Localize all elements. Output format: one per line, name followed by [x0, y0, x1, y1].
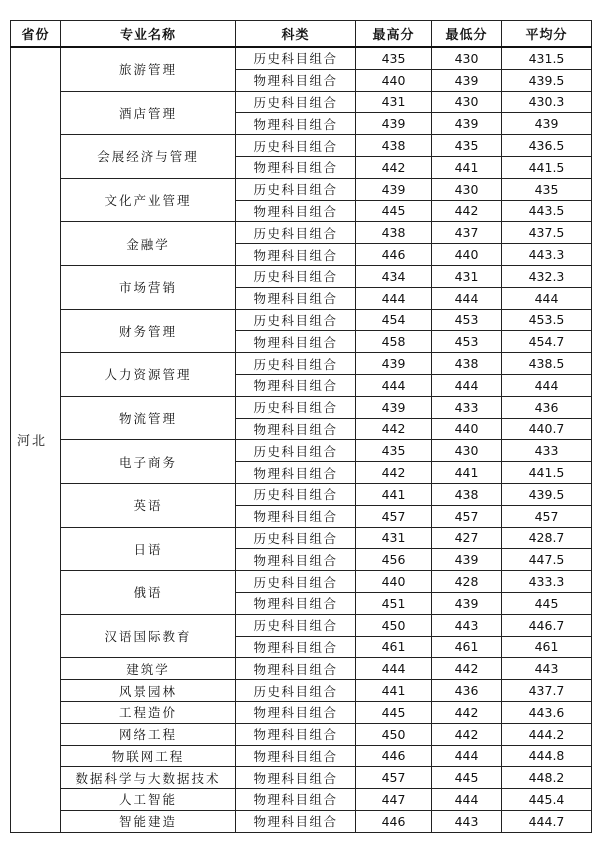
avg-score-cell: 444.2 — [502, 723, 592, 745]
subject-cell: 物理科目组合 — [236, 113, 356, 135]
subject-cell: 物理科目组合 — [236, 244, 356, 266]
max-score-cell: 442 — [356, 462, 432, 484]
major-cell: 物流管理 — [61, 396, 236, 440]
table-row — [11, 680, 592, 702]
avg-score-cell: 436.5 — [502, 135, 592, 157]
min-score-cell: 437 — [432, 222, 502, 244]
subject-cell: 物理科目组合 — [236, 789, 356, 811]
subject-cell: 历史科目组合 — [236, 353, 356, 375]
avg-score-cell: 435 — [502, 178, 592, 200]
avg-score-cell: 437.7 — [502, 680, 592, 702]
min-score-cell: 430 — [432, 440, 502, 462]
avg-score-cell: 438.5 — [502, 353, 592, 375]
table-row — [11, 571, 592, 593]
min-score-cell: 441 — [432, 462, 502, 484]
header-province: 省份 — [11, 21, 61, 48]
major-cell: 汉语国际教育 — [61, 614, 236, 658]
avg-score-cell: 445 — [502, 592, 592, 614]
table-row — [11, 767, 592, 789]
table-row — [11, 47, 592, 69]
min-score-cell: 427 — [432, 527, 502, 549]
subject-cell: 物理科目组合 — [236, 374, 356, 396]
min-score-cell: 444 — [432, 287, 502, 309]
subject-cell: 物理科目组合 — [236, 767, 356, 789]
major-cell: 工程造价 — [61, 701, 236, 723]
header-row — [11, 21, 592, 48]
table-row — [11, 178, 592, 200]
major-cell: 市场营销 — [61, 265, 236, 309]
subject-cell: 历史科目组合 — [236, 614, 356, 636]
max-score-cell: 439 — [356, 113, 432, 135]
major-cell: 金融学 — [61, 222, 236, 266]
avg-score-cell: 433 — [502, 440, 592, 462]
min-score-cell: 453 — [432, 331, 502, 353]
major-cell: 数据科学与大数据技术 — [61, 767, 236, 789]
major-cell: 物联网工程 — [61, 745, 236, 767]
avg-score-cell: 443.3 — [502, 244, 592, 266]
table-row — [11, 810, 592, 832]
avg-score-cell: 440.7 — [502, 418, 592, 440]
major-cell: 旅游管理 — [61, 47, 236, 91]
major-cell: 财务管理 — [61, 309, 236, 353]
avg-score-cell: 461 — [502, 636, 592, 658]
max-score-cell: 440 — [356, 571, 432, 593]
avg-score-cell: 433.3 — [502, 571, 592, 593]
max-score-cell: 444 — [356, 287, 432, 309]
min-score-cell: 428 — [432, 571, 502, 593]
major-cell: 会展经济与管理 — [61, 135, 236, 179]
subject-cell: 历史科目组合 — [236, 483, 356, 505]
min-score-cell: 430 — [432, 47, 502, 69]
subject-cell: 物理科目组合 — [236, 592, 356, 614]
avg-score-cell: 444.7 — [502, 810, 592, 832]
score-table — [10, 20, 592, 833]
avg-score-cell: 447.5 — [502, 549, 592, 571]
min-score-cell: 444 — [432, 374, 502, 396]
min-score-cell: 439 — [432, 113, 502, 135]
major-cell: 建筑学 — [61, 658, 236, 680]
max-score-cell: 444 — [356, 658, 432, 680]
max-score-cell: 446 — [356, 745, 432, 767]
avg-score-cell: 437.5 — [502, 222, 592, 244]
subject-cell: 历史科目组合 — [236, 91, 356, 113]
max-score-cell: 434 — [356, 265, 432, 287]
min-score-cell: 439 — [432, 549, 502, 571]
min-score-cell: 445 — [432, 767, 502, 789]
province-cell: 河北 — [11, 47, 61, 832]
max-score-cell: 435 — [356, 47, 432, 69]
min-score-cell: 430 — [432, 178, 502, 200]
avg-score-cell: 428.7 — [502, 527, 592, 549]
avg-score-cell: 443.6 — [502, 701, 592, 723]
subject-cell: 历史科目组合 — [236, 527, 356, 549]
max-score-cell: 439 — [356, 178, 432, 200]
major-cell: 俄语 — [61, 571, 236, 615]
max-score-cell: 458 — [356, 331, 432, 353]
min-score-cell: 441 — [432, 156, 502, 178]
subject-cell: 物理科目组合 — [236, 658, 356, 680]
avg-score-cell: 441.5 — [502, 462, 592, 484]
min-score-cell: 435 — [432, 135, 502, 157]
major-cell: 文化产业管理 — [61, 178, 236, 222]
major-cell: 电子商务 — [61, 440, 236, 484]
table-body — [11, 47, 592, 832]
avg-score-cell: 432.3 — [502, 265, 592, 287]
subject-cell: 历史科目组合 — [236, 309, 356, 331]
table-row — [11, 745, 592, 767]
min-score-cell: 439 — [432, 592, 502, 614]
table-row — [11, 789, 592, 811]
table-row — [11, 309, 592, 331]
min-score-cell: 444 — [432, 789, 502, 811]
max-score-cell: 431 — [356, 527, 432, 549]
major-cell: 风景园林 — [61, 680, 236, 702]
table-row — [11, 353, 592, 375]
max-score-cell: 451 — [356, 592, 432, 614]
subject-cell: 历史科目组合 — [236, 178, 356, 200]
table-row — [11, 614, 592, 636]
max-score-cell: 438 — [356, 222, 432, 244]
avg-score-cell: 436 — [502, 396, 592, 418]
header-subject: 科类 — [236, 21, 356, 48]
avg-score-cell: 457 — [502, 505, 592, 527]
avg-score-cell: 431.5 — [502, 47, 592, 69]
subject-cell: 历史科目组合 — [236, 265, 356, 287]
avg-score-cell: 439.5 — [502, 69, 592, 91]
subject-cell: 物理科目组合 — [236, 505, 356, 527]
major-cell: 网络工程 — [61, 723, 236, 745]
table-row — [11, 265, 592, 287]
max-score-cell: 446 — [356, 810, 432, 832]
table-row — [11, 483, 592, 505]
avg-score-cell: 445.4 — [502, 789, 592, 811]
header-avg-score: 平均分 — [502, 21, 592, 48]
subject-cell: 物理科目组合 — [236, 701, 356, 723]
major-cell: 酒店管理 — [61, 91, 236, 135]
min-score-cell: 442 — [432, 658, 502, 680]
max-score-cell: 442 — [356, 418, 432, 440]
avg-score-cell: 443.5 — [502, 200, 592, 222]
max-score-cell: 435 — [356, 440, 432, 462]
major-cell: 智能建造 — [61, 810, 236, 832]
avg-score-cell: 454.7 — [502, 331, 592, 353]
min-score-cell: 443 — [432, 614, 502, 636]
subject-cell: 历史科目组合 — [236, 396, 356, 418]
subject-cell: 历史科目组合 — [236, 440, 356, 462]
subject-cell: 物理科目组合 — [236, 287, 356, 309]
subject-cell: 历史科目组合 — [236, 135, 356, 157]
subject-cell: 历史科目组合 — [236, 680, 356, 702]
min-score-cell: 440 — [432, 244, 502, 266]
max-score-cell: 457 — [356, 505, 432, 527]
subject-cell: 物理科目组合 — [236, 549, 356, 571]
avg-score-cell: 446.7 — [502, 614, 592, 636]
max-score-cell: 439 — [356, 396, 432, 418]
max-score-cell: 442 — [356, 156, 432, 178]
table-row — [11, 91, 592, 113]
max-score-cell: 457 — [356, 767, 432, 789]
header-min-score: 最低分 — [432, 21, 502, 48]
table-row — [11, 658, 592, 680]
subject-cell: 物理科目组合 — [236, 636, 356, 658]
subject-cell: 物理科目组合 — [236, 156, 356, 178]
table-row — [11, 527, 592, 549]
major-cell: 英语 — [61, 483, 236, 527]
min-score-cell: 453 — [432, 309, 502, 331]
subject-cell: 历史科目组合 — [236, 47, 356, 69]
max-score-cell: 445 — [356, 701, 432, 723]
min-score-cell: 444 — [432, 745, 502, 767]
major-cell: 日语 — [61, 527, 236, 571]
subject-cell: 物理科目组合 — [236, 418, 356, 440]
min-score-cell: 443 — [432, 810, 502, 832]
table-row — [11, 222, 592, 244]
min-score-cell: 436 — [432, 680, 502, 702]
min-score-cell: 439 — [432, 69, 502, 91]
max-score-cell: 440 — [356, 69, 432, 91]
subject-cell: 历史科目组合 — [236, 222, 356, 244]
table-row — [11, 701, 592, 723]
min-score-cell: 431 — [432, 265, 502, 287]
subject-cell: 物理科目组合 — [236, 331, 356, 353]
table-row — [11, 396, 592, 418]
max-score-cell: 450 — [356, 614, 432, 636]
max-score-cell: 439 — [356, 353, 432, 375]
min-score-cell: 457 — [432, 505, 502, 527]
table-row — [11, 135, 592, 157]
min-score-cell: 433 — [432, 396, 502, 418]
max-score-cell: 461 — [356, 636, 432, 658]
min-score-cell: 430 — [432, 91, 502, 113]
avg-score-cell: 441.5 — [502, 156, 592, 178]
avg-score-cell: 444.8 — [502, 745, 592, 767]
max-score-cell: 431 — [356, 91, 432, 113]
min-score-cell: 440 — [432, 418, 502, 440]
major-cell: 人工智能 — [61, 789, 236, 811]
max-score-cell: 441 — [356, 680, 432, 702]
avg-score-cell: 443 — [502, 658, 592, 680]
max-score-cell: 441 — [356, 483, 432, 505]
avg-score-cell: 439.5 — [502, 483, 592, 505]
min-score-cell: 442 — [432, 200, 502, 222]
header-major: 专业名称 — [61, 21, 236, 48]
min-score-cell: 442 — [432, 723, 502, 745]
max-score-cell: 445 — [356, 200, 432, 222]
min-score-cell: 442 — [432, 701, 502, 723]
avg-score-cell: 444 — [502, 374, 592, 396]
max-score-cell: 438 — [356, 135, 432, 157]
avg-score-cell: 453.5 — [502, 309, 592, 331]
subject-cell: 物理科目组合 — [236, 69, 356, 91]
header-max-score: 最高分 — [356, 21, 432, 48]
avg-score-cell: 439 — [502, 113, 592, 135]
max-score-cell: 456 — [356, 549, 432, 571]
avg-score-cell: 430.3 — [502, 91, 592, 113]
subject-cell: 物理科目组合 — [236, 810, 356, 832]
max-score-cell: 450 — [356, 723, 432, 745]
max-score-cell: 446 — [356, 244, 432, 266]
max-score-cell: 454 — [356, 309, 432, 331]
major-cell: 人力资源管理 — [61, 353, 236, 397]
avg-score-cell: 448.2 — [502, 767, 592, 789]
min-score-cell: 461 — [432, 636, 502, 658]
max-score-cell: 444 — [356, 374, 432, 396]
subject-cell: 物理科目组合 — [236, 723, 356, 745]
subject-cell: 物理科目组合 — [236, 745, 356, 767]
max-score-cell: 447 — [356, 789, 432, 811]
subject-cell: 历史科目组合 — [236, 571, 356, 593]
min-score-cell: 438 — [432, 353, 502, 375]
table-row — [11, 440, 592, 462]
subject-cell: 物理科目组合 — [236, 462, 356, 484]
min-score-cell: 438 — [432, 483, 502, 505]
table-row — [11, 723, 592, 745]
subject-cell: 物理科目组合 — [236, 200, 356, 222]
avg-score-cell: 444 — [502, 287, 592, 309]
